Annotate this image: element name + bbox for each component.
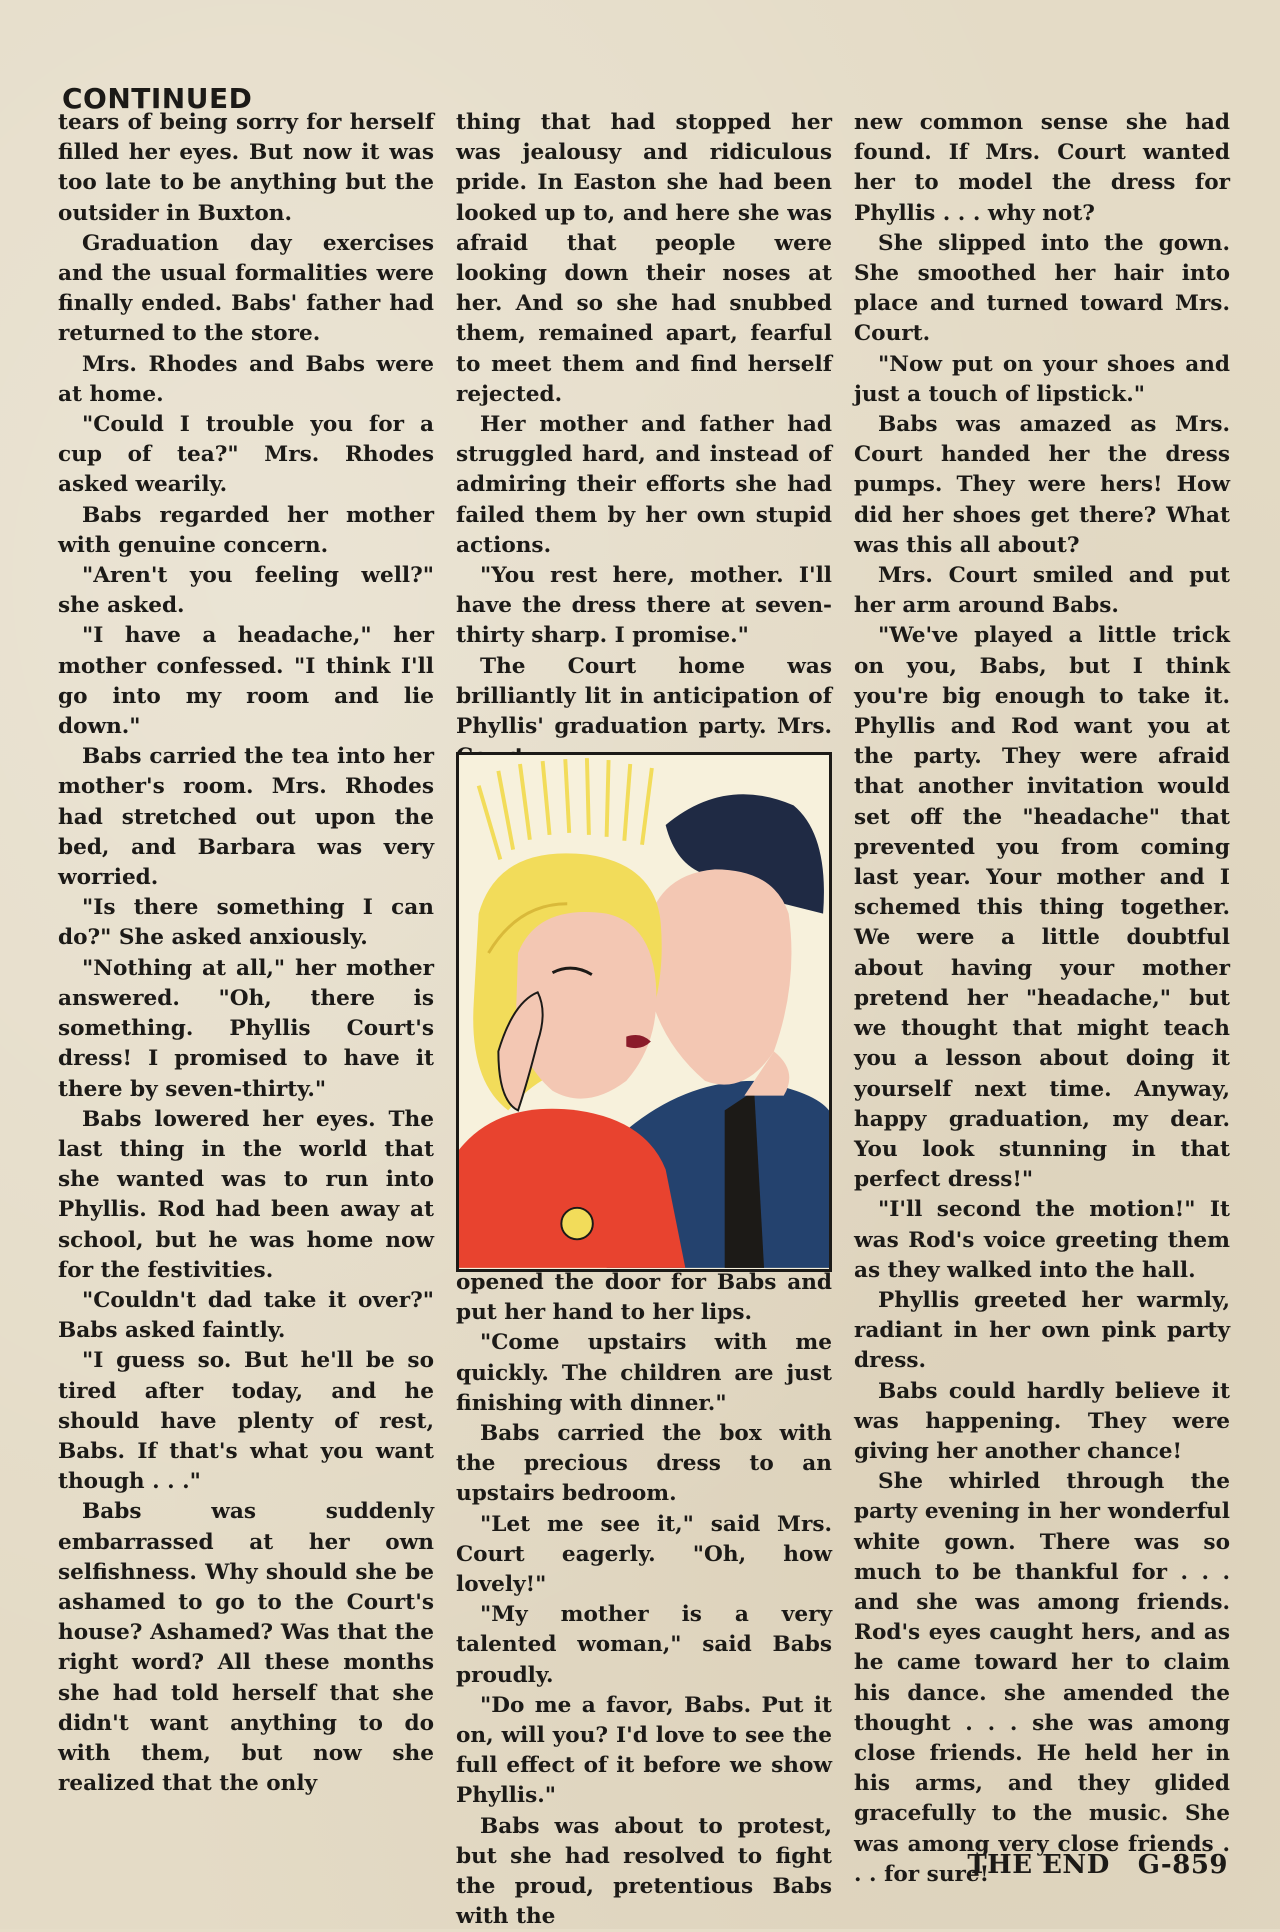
paragraph: Phyllis greeted her warmly, radiant in her own pink party dress. (854, 1287, 1230, 1374)
page-footer (967, 1850, 1228, 1880)
paragraph: She whirled through the party evening in her wonderful white gown. There was so much to be thankful for . . . and she was among friends. Rod's eyes caught hers, and as he came toward her to claim his dance. she amended the thought . . . she was among close friends. He held her in his arms, and they glided gracefully to the music. She was among very close friends . . . for sure! (854, 1469, 1230, 1887)
paragraph: "I guess so. But he'll be so tired after today, and he should have plenty of rest, Babs. If that's what you want though . . ." (58, 1348, 434, 1495)
paragraph: Babs was amazed as Mrs. Court handed her the dress pumps. They were hers! How did her shoes get there? What was this all about? (854, 412, 1230, 558)
text-column-2-bottom (456, 1268, 832, 1932)
paragraph: "Couldn't dad take it over?" Babs asked faintly. (58, 1287, 434, 1344)
paragraph: "Let me see it," said Mrs. Court eagerly. "Oh, how lovely!" (456, 1511, 832, 1598)
paragraph: Babs regarded her mother with genuine concern. (58, 502, 434, 558)
paragraph: Babs carried the box with the precious dress to an upstairs bedroom. (456, 1421, 832, 1507)
page-code: G-859 (1137, 1850, 1228, 1880)
paragraph: She slipped into the gown. She smoothed her hair into place and turned toward Mrs. Court. (854, 230, 1230, 347)
paragraph: Mrs. Court smiled and put her arm around Babs. (854, 563, 1230, 619)
text-column-3 (854, 108, 1230, 1890)
paragraph: "Is there something I can do?" She asked anxiously. (58, 895, 434, 951)
paragraph: tears of being sorry for herself filled her eyes. But now it was too late to be anything but the outsider in Buxton. (58, 110, 434, 226)
paragraph: "Now put on your shoes and just a touch of lipstick." (854, 351, 1230, 407)
paragraph: "You rest here, mother. I'll have the dress there at seven-thirty sharp. I promise." (456, 563, 832, 649)
paragraph: "I have a headache," her mother confessed. "I think I'll go into my room and lie down." (58, 623, 434, 740)
paragraph: "We've played a little trick on you, Babs, but I think you're big enough to take it. Phyllis and Rod want you at the party. They were afraid that another invitation would set off the "headache" that prevented you from coming last year. Your mother and I schemed this thing together. We were a little doubtful about having your mother pretend her "headache," but we thought that might teach you a lesson about doing it yourself next time. Anyway, happy graduation, my dear. You look stunning in that perfect dress!" (854, 623, 1230, 1193)
paragraph: Babs could hardly believe it was happening. They were giving her another chance! (854, 1378, 1230, 1464)
paragraph: Mrs. Rhodes and Babs were at home. (58, 351, 434, 407)
paragraph: Her mother and father had struggled hard, and instead of admiring their efforts she had failed them by her own stupid actions. (456, 412, 832, 558)
paragraph: opened the door for Babs and put her hand to her lips. (456, 1270, 832, 1326)
paragraph: "My mother is a very talented woman," said Babs proudly. (456, 1602, 832, 1688)
paragraph: Graduation day exercises and the usual formalities were finally ended. Babs' father had returned to the store. (58, 230, 434, 347)
paragraph: Babs was suddenly embarrassed at her own selfishness. Why should she be ashamed to go to the Court's house? Ashamed? Was that the right word? All these months she had told herself that she didn't want anything to do with them, but now she realized that the only (58, 1499, 434, 1797)
paragraph: "I'll second the motion!" It was Rod's voice greeting them as they walked into the hall. (854, 1197, 1230, 1283)
paragraph: "Nothing at all," her mother answered. "Oh, there is something. Phyllis Court's dress! I promised to have it there by seven-thirty." (58, 955, 434, 1102)
paragraph: "Aren't you feeling well?" she asked. (58, 563, 434, 619)
couple-kissing-illustration (459, 755, 829, 1269)
paragraph: "Do me a favor, Babs. Put it on, will you? I'd love to see the full effect of it before we show Phyllis." (456, 1692, 832, 1809)
paragraph: The Court home was brilliantly lit in anticipation of Phyllis' graduation party. Mrs. (456, 653, 832, 740)
paragraph: Babs carried the tea into her mother's room. Mrs. Rhodes had stretched out upon the bed, and Barbara was very worried. (58, 744, 434, 891)
paragraph: thing that had stopped her was jealousy and ridiculous pride. In Easton she had been looked up to, and here she was afraid that people were looking down their noses at her. And so she had snubbed them, remained apart, fearful to meet them and find herself rejected. (456, 110, 832, 407)
continued-heading: CONTINUED (62, 82, 253, 115)
kiss-illustration-panel (456, 752, 832, 1272)
paragraph: "Come upstairs with me quickly. The children are just finishing with dinner." (456, 1330, 832, 1416)
text-column-1 (58, 108, 434, 1799)
paragraph: Babs lowered her eyes. The last thing in the world that she wanted was to run into Phyllis. Rod had been away at school, but he was home now for the festivities. (58, 1106, 434, 1283)
the-end-label: THE END (967, 1850, 1110, 1880)
paragraph: "Could I trouble you for a cup of tea?" Mrs. Rhodes asked wearily. (58, 412, 434, 498)
paragraph: new common sense she had found. If Mrs. Court wanted her to model the dress for Phyllis . . . why not? (854, 110, 1230, 226)
paragraph: Babs was about to protest, but she had resolved to fight the proud, pretentious Babs with the (456, 1813, 832, 1930)
